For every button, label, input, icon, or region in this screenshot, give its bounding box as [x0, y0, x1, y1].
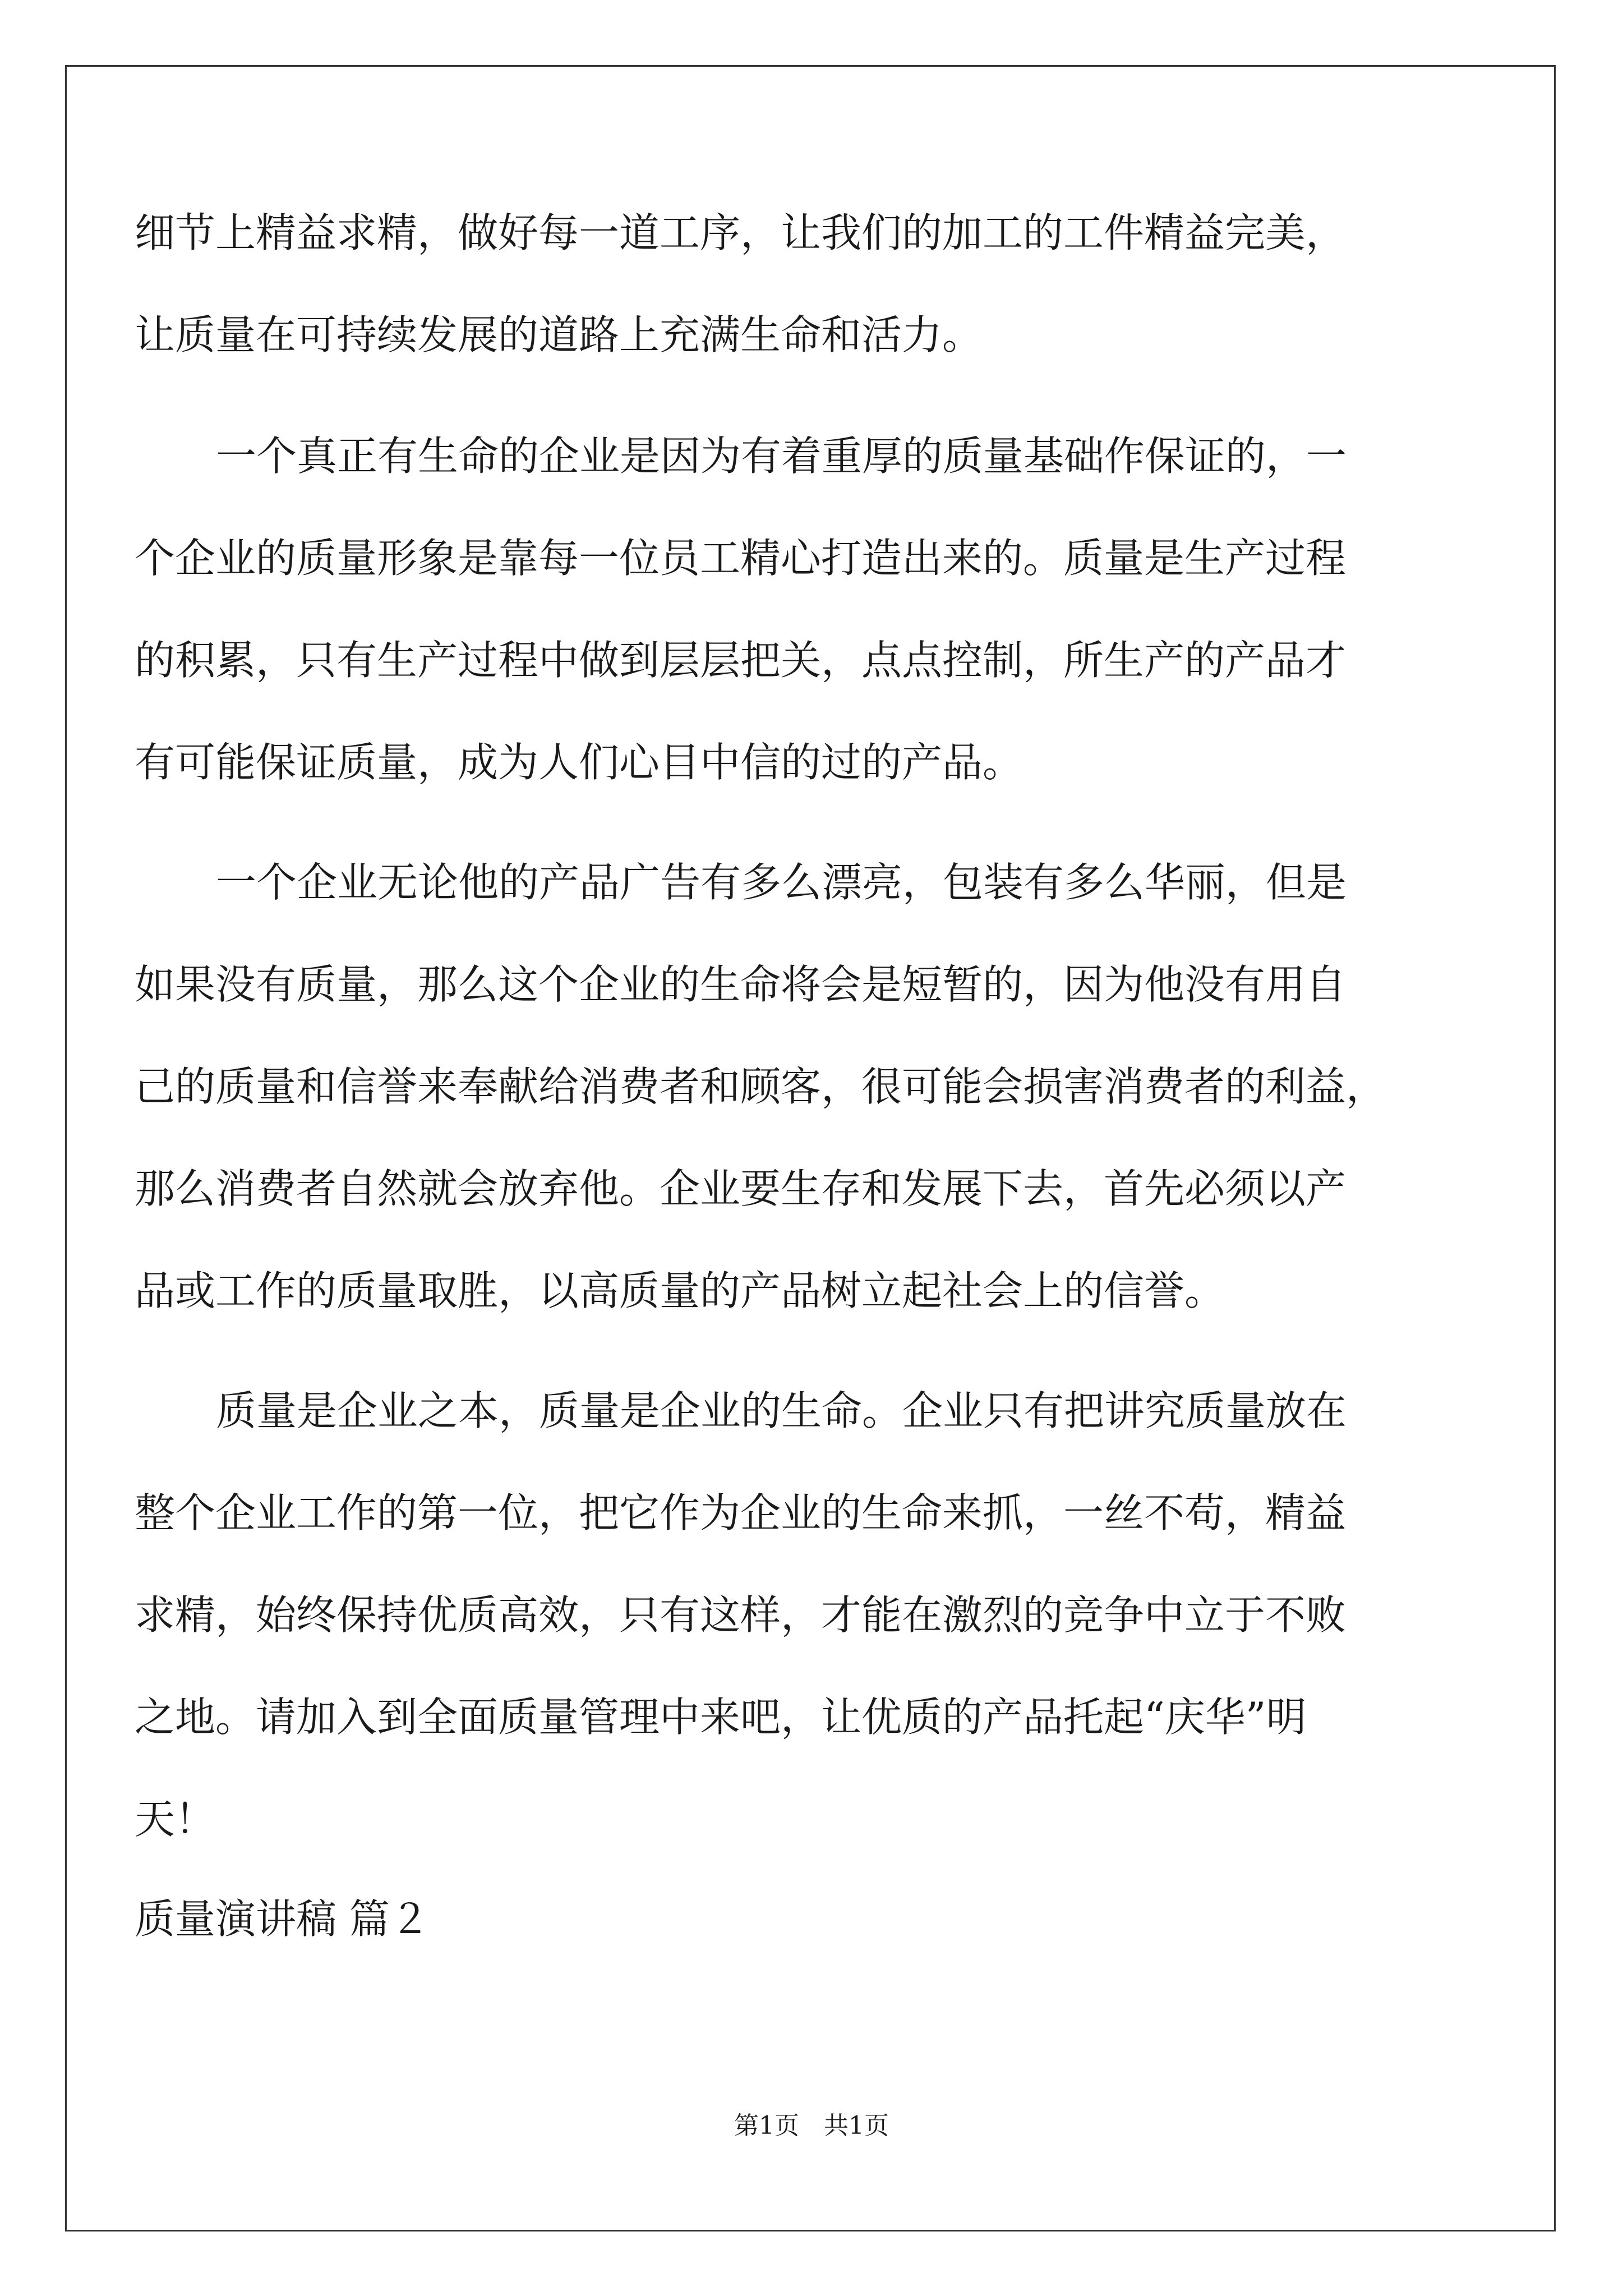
paragraph-2-line-4: 有可能保证质量，成为人们心目中信的过的产品。	[135, 739, 1023, 786]
paragraph-4-line-2: 整个企业工作的第一位，把它作为企业的生命来抓，一丝不苟，精益	[135, 1489, 1347, 1536]
paragraph-4-line-4: 之地。请加入到全面质量管理中来吧，让优质的产品托起“庆华”明	[135, 1694, 1307, 1741]
paragraph-4-line-3: 求精，始终保持优质高效，只有这样，才能在激烈的竞争中立于不败	[135, 1591, 1347, 1639]
paragraph-2-line-3: 的积累，只有生产过程中做到层层把关，点点控制，所生产的产品才	[135, 637, 1347, 684]
paragraph-4-line-5: 天！	[135, 1796, 216, 1843]
paragraph-2-line-2: 个企业的质量形象是靠每一位员工精心打造出来的。质量是生产过程	[135, 535, 1347, 582]
paragraph-3-line-1: 一个企业无论他的产品广告有多么漂亮，包装有多么华丽，但是	[216, 859, 1347, 906]
paragraph-3-line-2: 如果没有质量，那么这个企业的生命将会是短暂的，因为他没有用自	[135, 961, 1347, 1008]
paragraph-3-line-3: 己的质量和信誉来奉献给消费者和顾客，很可能会损害消费者的利益，	[135, 1063, 1387, 1110]
paragraph-1-line-1: 细节上精益求精，做好每一道工序，让我们的加工的工件精益完美，	[135, 209, 1347, 256]
section-heading: 质量演讲稿 篇２	[135, 1895, 430, 1943]
paragraph-2-line-1: 一个真正有生命的企业是因为有着重厚的质量基础作保证的，一	[216, 432, 1347, 480]
paragraph-3-line-4: 那么消费者自然就会放弃他。企业要生存和发展下去，首先必须以产	[135, 1165, 1347, 1212]
page-footer: 第1页 共1页	[734, 2111, 889, 2140]
paragraph-3-line-5: 品或工作的质量取胜，以高质量的产品树立起社会上的信誉。	[135, 1267, 1225, 1314]
paragraph-4-line-1: 质量是企业之本，质量是企业的生命。企业只有把讲究质量放在	[216, 1387, 1347, 1434]
paragraph-1-line-2: 让质量在可持续发展的道路上充满生命和活力。	[135, 311, 983, 358]
